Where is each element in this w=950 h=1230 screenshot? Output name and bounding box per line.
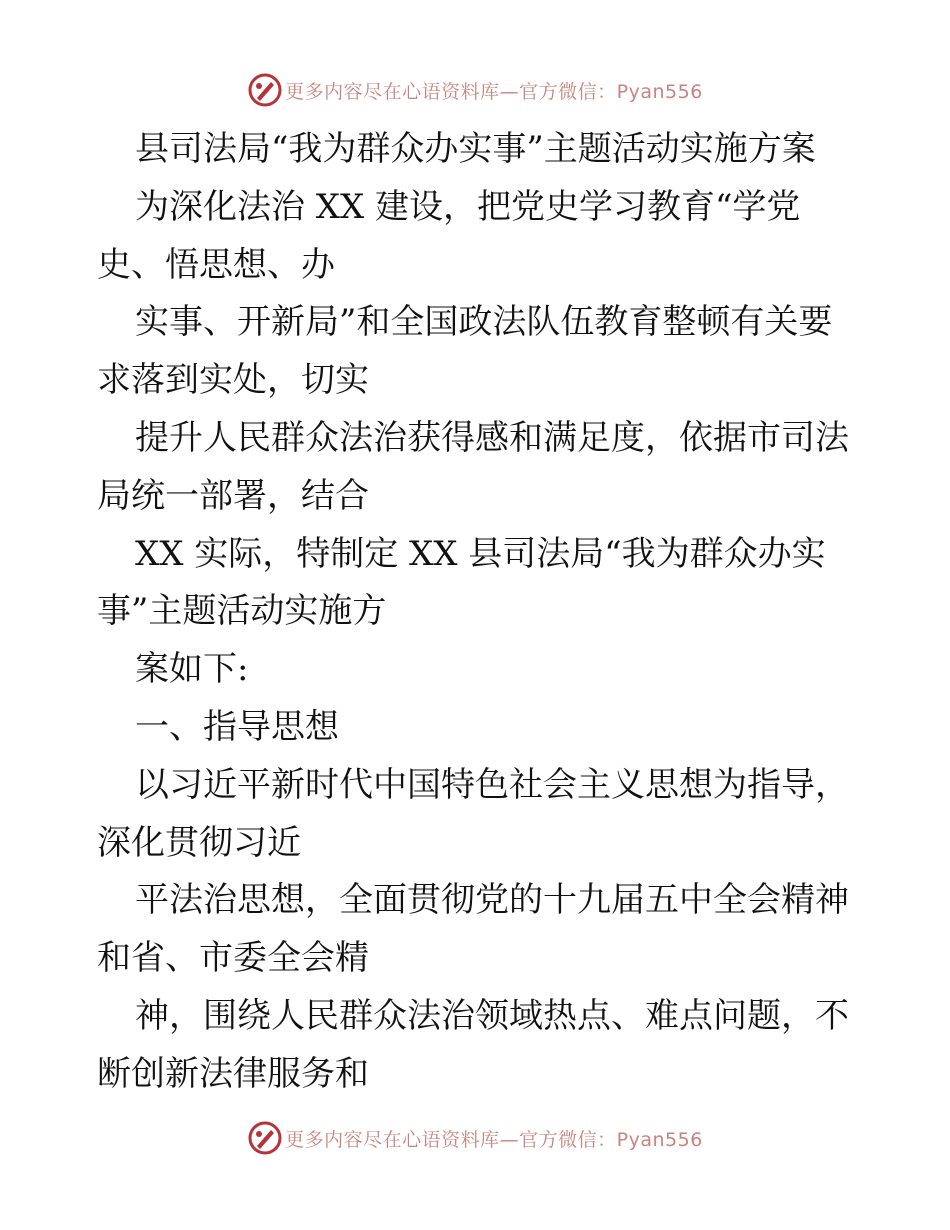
paragraph-line: 实事、开新局”和全国政法队伍教育整顿有关要 bbox=[135, 302, 833, 343]
paragraph-line: 以习近平新时代中国特色社会主义思想为指导， bbox=[135, 764, 849, 805]
footer-banner bbox=[0, 1118, 950, 1158]
brand-logo-icon bbox=[247, 1120, 283, 1156]
paragraph-line: 和省、市委全会精 bbox=[97, 938, 369, 979]
section-heading: 一、指导思想 bbox=[135, 706, 339, 747]
paragraph-line: 案如下: bbox=[135, 649, 249, 690]
paragraph-line: 平法治思想，全面贯彻党的十九届五中全会精神 bbox=[135, 880, 849, 921]
header-banner-text: 更多内容尽在心语资料库—官方微信：Pyan556 bbox=[285, 80, 703, 103]
document-body bbox=[97, 121, 877, 1104]
paragraph-line: 提升人民群众法治获得感和满足度，依据市司法 bbox=[135, 417, 849, 458]
paragraph-line: 为深化法治 XX 建设，把党史学习教育“学党 bbox=[135, 186, 801, 227]
paragraph-line: 神，围绕人民群众法治领域热点、难点问题，不 bbox=[135, 995, 849, 1036]
paragraph-line: 事”主题活动实施方 bbox=[97, 591, 387, 632]
paragraph-line: 史、悟思想、办 bbox=[97, 244, 335, 285]
paragraph-line: XX 实际，特制定 XX 县司法局“我为群众办实 bbox=[135, 533, 826, 574]
footer-banner-text: 更多内容尽在心语资料库—官方微信：Pyan556 bbox=[285, 1128, 703, 1151]
paragraph-line: 局统一部署，结合 bbox=[97, 475, 369, 516]
paragraph-line: 深化贯彻习近 bbox=[97, 822, 301, 863]
brand-logo-icon bbox=[247, 72, 283, 108]
paragraph-line: 断创新法律服务和 bbox=[97, 1053, 369, 1094]
document-title: 县司法局“我为群众办实事”主题活动实施方案 bbox=[135, 129, 816, 169]
header-banner bbox=[0, 70, 950, 110]
paragraph-line: 求落到实处，切实 bbox=[97, 360, 369, 401]
